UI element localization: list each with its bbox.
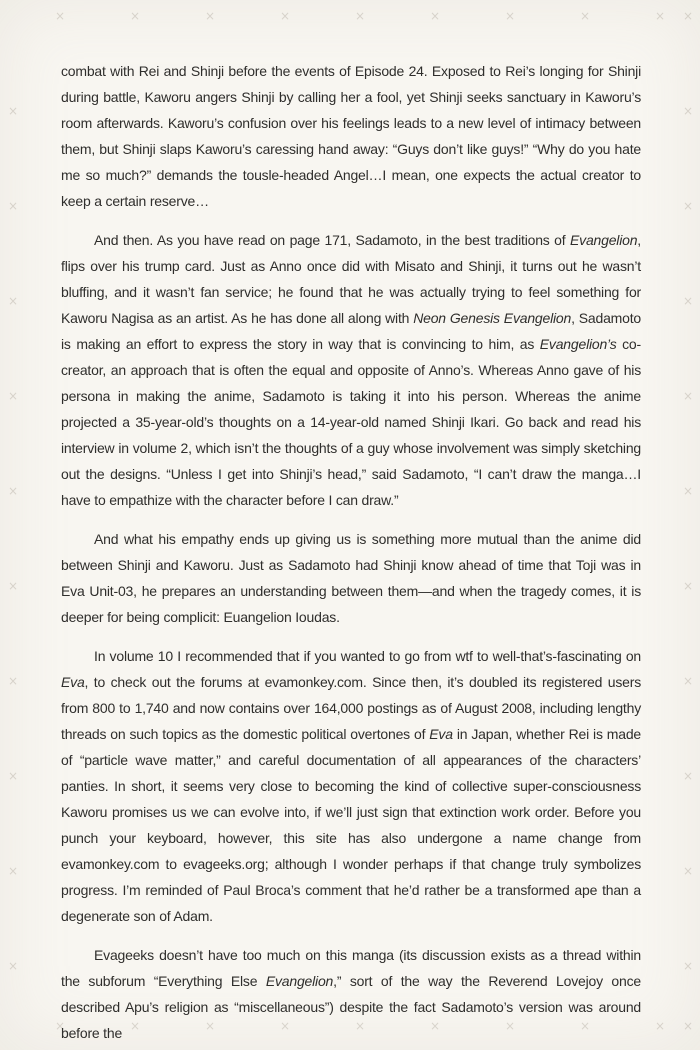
registration-x-mark: × (580, 9, 591, 23)
body-text: , Sadamoto is making an effort to express the story in way that is convincing to him, as (61, 310, 641, 352)
registration-x-mark: × (683, 104, 694, 118)
body-text: And then. As you have read on page 171, Sadamoto, in the best traditions of (94, 232, 571, 248)
body-text: in Japan, whether Rei is made of “particle wave matter,” and careful documentation of all appearances of the characters’ panties. In short, it seems very close to becoming the kind of collective super-consciousness Kaworu promises us we can evolve into, if we’ll just sign that extinction work order. Before you punch your keyboard, however, this site has also undergone a name change from evamonkey.com to evageeks.org; although I wonder perhaps if that change truly symbolizes progress. I’m reminded of Paul Broca’s comment that he’d rather be a transformed ape than a degenerate son of Adam. (61, 726, 641, 924)
registration-x-mark: × (8, 674, 19, 688)
registration-x-mark: × (8, 959, 19, 973)
registration-x-mark: × (205, 9, 216, 23)
registration-x-mark: × (505, 9, 516, 23)
italic-text: Evangelion (570, 232, 638, 248)
registration-x-mark: × (683, 864, 694, 878)
registration-x-mark: × (8, 199, 19, 213)
registration-x-mark: × (683, 9, 694, 23)
paragraph (61, 942, 641, 1046)
italic-text: Evangelion (265, 973, 334, 989)
registration-x-mark: × (683, 769, 694, 783)
registration-x-mark: × (683, 959, 694, 973)
body-text: co-creator, an approach that is often the equal and opposite of Anno’s. Whereas Anno gave of his persona in making the anime, Sadamoto is taking it into his person. Whereas the anime projected a 35-year-old’s thoughts on a 14-year-old named Shinji Ikari. Go back and read his interview in volume 2, which isn’t the thoughts of a guy whose involvement was simply sketching out the designs. “Unless I get into Shinji’s head,” said Sadamoto, “I can’t draw the manga…I have to empathize with the character before I can draw.” (61, 336, 641, 508)
registration-x-mark: × (130, 9, 141, 23)
registration-x-mark: × (430, 1019, 441, 1033)
paragraph (61, 526, 641, 630)
registration-x-mark: × (8, 104, 19, 118)
body-text: , flips over his trump card. Just as Anno once did with Misato and Shinji, it turns out he wasn’t bluffing, and it wasn’t fan service; he found that he was actually trying to feel something for Kaworu Nagisa as an artist. As he has done all along with (61, 232, 641, 326)
registration-x-mark: × (355, 9, 366, 23)
body-text: And what his empathy ends up giving us is something more mutual than the anime did between Shinji and Kaworu. Just as Sadamoto had Shinji know ahead of time that Toji was in Eva Unit-03, he prepares an understanding between them—and when the tragedy comes, it is deeper for being complicit: Euangelion Ioudas. (61, 531, 641, 625)
italic-text: Eva (429, 726, 453, 742)
body-text: In volume 10 I recommended that if you wanted to go from wtf to well-that’s-fascinating on (94, 648, 641, 664)
body-text: combat with Rei and Shinji before the events of Episode 24. Exposed to Rei’s longing for Shinji during battle, Kaworu angers Shinji by calling her a fool, yet Shinji seeks sanctuary in Kaworu’s room afterwards. Kaworu’s confusion over his feelings leads to a new level of intimacy between them, but Shinji slaps Kaworu’s caressing hand away: “Guys don’t like guys!” “Why do you hate me so much?” demands the tousle-headed Angel…I mean, one expects the actual creator to keep a certain reserve… (61, 63, 641, 209)
body-text: ,” sort of the way the Reverend Lovejoy once described Apu’s religion as “miscellaneous”) despite the fact Sadamoto’s version was around before the (61, 973, 641, 1041)
registration-x-mark: × (683, 389, 694, 403)
registration-x-mark: × (8, 579, 19, 593)
registration-x-mark: × (430, 9, 441, 23)
registration-x-mark: × (205, 1019, 216, 1033)
registration-x-mark: × (505, 1019, 516, 1033)
page-text (61, 58, 641, 1046)
paragraph (61, 227, 641, 513)
registration-x-mark: × (683, 294, 694, 308)
registration-x-mark: × (655, 9, 666, 23)
paragraph (61, 58, 641, 214)
registration-x-mark: × (683, 1019, 694, 1033)
registration-x-mark: × (55, 9, 66, 23)
registration-x-mark: × (8, 769, 19, 783)
registration-x-mark: × (8, 389, 19, 403)
italic-text: Evangelion’s (539, 336, 617, 352)
italic-text: Eva (61, 674, 85, 690)
paragraph (61, 643, 641, 929)
registration-x-mark: × (580, 1019, 591, 1033)
registration-x-mark: × (8, 864, 19, 878)
registration-x-mark: × (683, 579, 694, 593)
registration-x-mark: × (8, 484, 19, 498)
registration-x-mark: × (280, 9, 291, 23)
registration-x-mark: × (655, 1019, 666, 1033)
body-text: , to check out the forums at evamonkey.com. Since then, it’s doubled its registered users from 800 to 1,740 and now contains over 164,000 postings as of August 2008, including lengthy threads on such topics as the domestic political overtones of (61, 674, 641, 742)
registration-x-mark: × (683, 199, 694, 213)
registration-x-mark: × (280, 1019, 291, 1033)
registration-x-mark: × (130, 1019, 141, 1033)
registration-x-mark: × (683, 484, 694, 498)
italic-text: Neon Genesis Evangelion (413, 310, 572, 326)
registration-x-mark: × (8, 294, 19, 308)
registration-x-mark: × (683, 674, 694, 688)
registration-x-mark: × (355, 1019, 366, 1033)
registration-x-mark: × (55, 1019, 66, 1033)
body-text: Evageeks doesn’t have too much on this manga (its discussion exists as a thread within the subforum “Everything Else (61, 947, 641, 989)
